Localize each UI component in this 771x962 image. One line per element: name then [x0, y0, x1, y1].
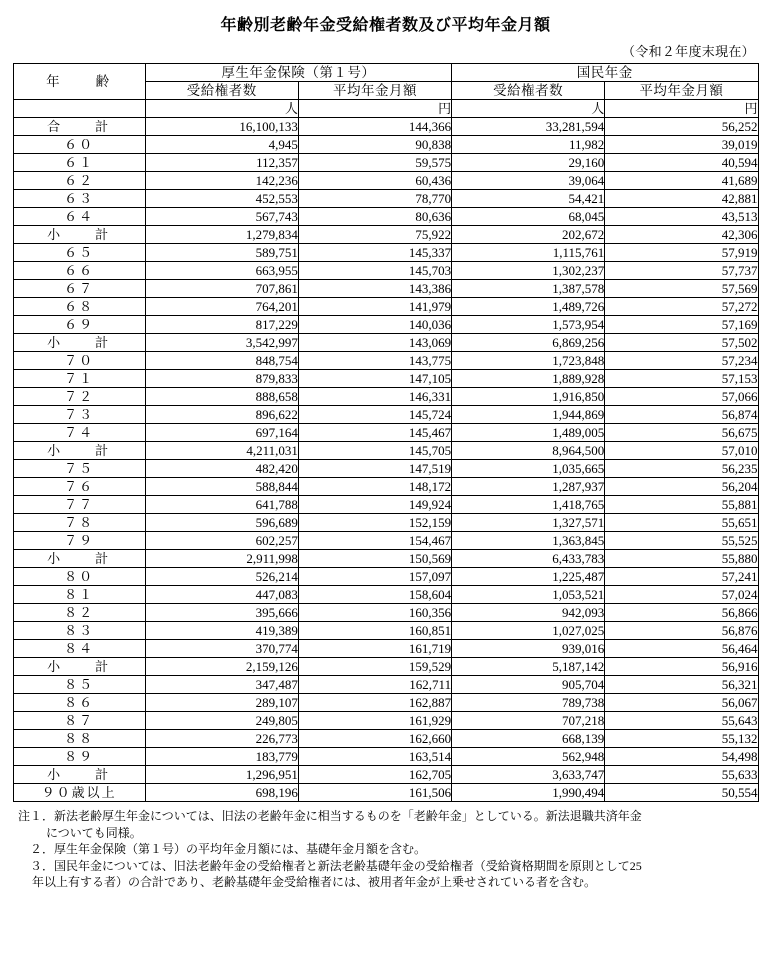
cell-kokumin-avg-monthly: 57,066 [605, 388, 758, 406]
cell-kosei-avg-monthly: 141,979 [298, 298, 451, 316]
cell-kosei-avg-monthly: 143,775 [298, 352, 451, 370]
row-age-label: 小 計 [13, 766, 145, 784]
cell-kokumin-avg-monthly: 55,525 [605, 532, 758, 550]
table-row [13, 730, 758, 748]
cell-kokumin-avg-monthly: 57,024 [605, 586, 758, 604]
cell-kokumin-avg-monthly: 57,569 [605, 280, 758, 298]
cell-kosei-recipients: 395,666 [145, 604, 298, 622]
unit-kosei-recipients: 人 [145, 100, 298, 118]
table-row [13, 352, 758, 370]
unit-kosei-avg: 円 [298, 100, 451, 118]
table-row [13, 280, 758, 298]
cell-kokumin-avg-monthly: 55,633 [605, 766, 758, 784]
table-row [13, 154, 758, 172]
cell-kosei-recipients: 347,487 [145, 676, 298, 694]
note-continuation: 年以上有する者）の合計であり、老齢基礎年金受給権者には、被用者年金が上乗せされている者を含む。 [32, 875, 597, 890]
cell-kokumin-recipients: 1,944,869 [452, 406, 605, 424]
table-body [13, 118, 758, 802]
cell-kosei-avg-monthly: 90,838 [298, 136, 451, 154]
note-text: 国民年金については、旧法老齢年金の受給権者と新法老齢基礎年金の受給権者（受給資格期間を原則として25 [54, 858, 642, 873]
cell-kosei-recipients: 663,955 [145, 262, 298, 280]
table-row [13, 262, 758, 280]
header-group-kokumin: 国民年金 [452, 64, 758, 82]
cell-kosei-recipients: 226,773 [145, 730, 298, 748]
row-age-label: ７０ [13, 352, 145, 370]
cell-kosei-avg-monthly: 161,719 [298, 640, 451, 658]
cell-kokumin-recipients: 1,053,521 [452, 586, 605, 604]
cell-kokumin-recipients: 6,869,256 [452, 334, 605, 352]
cell-kosei-avg-monthly: 147,519 [298, 460, 451, 478]
row-age-label: ８４ [13, 640, 145, 658]
row-age-label: ６２ [13, 172, 145, 190]
row-age-label: ７５ [13, 460, 145, 478]
row-age-label: ７３ [13, 406, 145, 424]
cell-kokumin-avg-monthly: 42,306 [605, 226, 758, 244]
cell-kokumin-avg-monthly: 41,689 [605, 172, 758, 190]
cell-kosei-avg-monthly: 157,097 [298, 568, 451, 586]
cell-kokumin-recipients: 1,035,665 [452, 460, 605, 478]
cell-kosei-avg-monthly: 143,386 [298, 280, 451, 298]
cell-kosei-avg-monthly: 160,356 [298, 604, 451, 622]
note-text: 新法老齢厚生年金については、旧法の老齢年金に相当するものを「老齢年金」としている。新法退職共済年金 [54, 809, 642, 823]
cell-kokumin-recipients: 8,964,500 [452, 442, 605, 460]
cell-kokumin-recipients: 1,916,850 [452, 388, 605, 406]
row-age-label: ６１ [13, 154, 145, 172]
table-row [13, 748, 758, 766]
cell-kokumin-recipients: 562,948 [452, 748, 605, 766]
table-notes [18, 808, 755, 891]
cell-kokumin-recipients: 1,363,845 [452, 532, 605, 550]
cell-kosei-avg-monthly: 145,724 [298, 406, 451, 424]
row-age-label: ８３ [13, 622, 145, 640]
cell-kosei-recipients: 698,196 [145, 784, 298, 802]
cell-kosei-avg-monthly: 154,467 [298, 532, 451, 550]
cell-kokumin-avg-monthly: 50,554 [605, 784, 758, 802]
note-text: 厚生年金保険（第１号）の平均年金月額には、基礎年金月額を含む。 [54, 842, 427, 857]
cell-kosei-avg-monthly: 158,604 [298, 586, 451, 604]
row-age-label: ８６ [13, 694, 145, 712]
cell-kokumin-avg-monthly: 55,651 [605, 514, 758, 532]
table-row [13, 640, 758, 658]
table-row [13, 658, 758, 676]
cell-kosei-recipients: 589,751 [145, 244, 298, 262]
cell-kokumin-recipients: 1,225,487 [452, 568, 605, 586]
cell-kokumin-recipients: 1,115,761 [452, 244, 605, 262]
table-row [13, 118, 758, 136]
row-age-label: ８０ [13, 568, 145, 586]
table-row [13, 766, 758, 784]
cell-kosei-recipients: 2,159,126 [145, 658, 298, 676]
row-age-label: ６３ [13, 190, 145, 208]
cell-kokumin-avg-monthly: 56,204 [605, 478, 758, 496]
cell-kosei-avg-monthly: 160,851 [298, 622, 451, 640]
row-age-label: ７６ [13, 478, 145, 496]
cell-kosei-recipients: 526,214 [145, 568, 298, 586]
cell-kosei-recipients: 482,420 [145, 460, 298, 478]
cell-kosei-recipients: 142,236 [145, 172, 298, 190]
cell-kokumin-recipients: 789,738 [452, 694, 605, 712]
cell-kosei-recipients: 641,788 [145, 496, 298, 514]
row-age-label: ７１ [13, 370, 145, 388]
cell-kosei-recipients: 764,201 [145, 298, 298, 316]
cell-kokumin-avg-monthly: 57,153 [605, 370, 758, 388]
cell-kokumin-recipients: 202,672 [452, 226, 605, 244]
cell-kosei-avg-monthly: 78,770 [298, 190, 451, 208]
cell-kosei-recipients: 848,754 [145, 352, 298, 370]
table-row [13, 334, 758, 352]
cell-kosei-avg-monthly: 152,159 [298, 514, 451, 532]
cell-kokumin-avg-monthly: 57,241 [605, 568, 758, 586]
table-row [13, 712, 758, 730]
row-age-label: ６６ [13, 262, 145, 280]
cell-kokumin-recipients: 1,489,005 [452, 424, 605, 442]
note-item [18, 858, 755, 891]
cell-kokumin-avg-monthly: 56,675 [605, 424, 758, 442]
cell-kokumin-avg-monthly: 55,643 [605, 712, 758, 730]
cell-kokumin-recipients: 905,704 [452, 676, 605, 694]
cell-kosei-avg-monthly: 145,703 [298, 262, 451, 280]
cell-kokumin-recipients: 5,187,142 [452, 658, 605, 676]
cell-kokumin-avg-monthly: 56,321 [605, 676, 758, 694]
cell-kokumin-recipients: 39,064 [452, 172, 605, 190]
cell-kosei-avg-monthly: 163,514 [298, 748, 451, 766]
table-row [13, 244, 758, 262]
cell-kokumin-recipients: 68,045 [452, 208, 605, 226]
cell-kokumin-avg-monthly: 55,881 [605, 496, 758, 514]
cell-kosei-recipients: 817,229 [145, 316, 298, 334]
row-age-label: ６４ [13, 208, 145, 226]
cell-kokumin-recipients: 1,489,726 [452, 298, 605, 316]
cell-kosei-recipients: 4,945 [145, 136, 298, 154]
cell-kosei-avg-monthly: 146,331 [298, 388, 451, 406]
table-row [13, 532, 758, 550]
cell-kokumin-recipients: 1,287,937 [452, 478, 605, 496]
cell-kosei-recipients: 707,861 [145, 280, 298, 298]
table-row [13, 784, 758, 802]
cell-kosei-recipients: 567,743 [145, 208, 298, 226]
row-age-label: ６０ [13, 136, 145, 154]
cell-kokumin-recipients: 1,889,928 [452, 370, 605, 388]
cell-kokumin-avg-monthly: 57,169 [605, 316, 758, 334]
cell-kosei-recipients: 447,083 [145, 586, 298, 604]
table-header-row-1 [13, 64, 758, 82]
table-row [13, 622, 758, 640]
header-kokumin-avg-monthly: 平均年金月額 [605, 82, 758, 100]
row-age-label: ７４ [13, 424, 145, 442]
row-age-label: ７９ [13, 532, 145, 550]
cell-kosei-recipients: 2,911,998 [145, 550, 298, 568]
cell-kosei-avg-monthly: 59,575 [298, 154, 451, 172]
row-age-label: 小 計 [13, 550, 145, 568]
row-age-label: ６７ [13, 280, 145, 298]
cell-kosei-avg-monthly: 162,887 [298, 694, 451, 712]
table-header [13, 64, 758, 118]
cell-kosei-recipients: 452,553 [145, 190, 298, 208]
cell-kosei-avg-monthly: 60,436 [298, 172, 451, 190]
table-row [13, 190, 758, 208]
cell-kokumin-avg-monthly: 57,234 [605, 352, 758, 370]
cell-kosei-avg-monthly: 75,922 [298, 226, 451, 244]
table-row [13, 514, 758, 532]
cell-kosei-avg-monthly: 159,529 [298, 658, 451, 676]
cell-kosei-avg-monthly: 80,636 [298, 208, 451, 226]
cell-kokumin-avg-monthly: 39,019 [605, 136, 758, 154]
cell-kosei-recipients: 879,833 [145, 370, 298, 388]
unit-blank [13, 100, 145, 118]
table-row [13, 172, 758, 190]
table-row [13, 676, 758, 694]
pension-table [13, 63, 759, 802]
cell-kosei-recipients: 697,164 [145, 424, 298, 442]
cell-kokumin-avg-monthly: 56,874 [605, 406, 758, 424]
row-age-label: ６９ [13, 316, 145, 334]
cell-kosei-recipients: 602,257 [145, 532, 298, 550]
cell-kokumin-recipients: 942,093 [452, 604, 605, 622]
row-age-label: ８１ [13, 586, 145, 604]
cell-kokumin-avg-monthly: 56,866 [605, 604, 758, 622]
cell-kosei-recipients: 289,107 [145, 694, 298, 712]
row-age-label: ６５ [13, 244, 145, 262]
cell-kokumin-recipients: 1,302,237 [452, 262, 605, 280]
cell-kokumin-avg-monthly: 56,916 [605, 658, 758, 676]
table-units-row [13, 100, 758, 118]
table-row [13, 136, 758, 154]
cell-kosei-avg-monthly: 143,069 [298, 334, 451, 352]
cell-kosei-avg-monthly: 150,569 [298, 550, 451, 568]
cell-kosei-avg-monthly: 148,172 [298, 478, 451, 496]
table-row [13, 298, 758, 316]
cell-kokumin-recipients: 1,573,954 [452, 316, 605, 334]
as-of-date: （令和２年度末現在） [621, 44, 755, 59]
cell-kokumin-avg-monthly: 56,252 [605, 118, 758, 136]
row-age-label: ９０歳以上 [13, 784, 145, 802]
header-age: 年 齢 [13, 64, 145, 100]
cell-kokumin-recipients: 29,160 [452, 154, 605, 172]
row-age-label: ８８ [13, 730, 145, 748]
cell-kosei-recipients: 370,774 [145, 640, 298, 658]
cell-kokumin-recipients: 1,990,494 [452, 784, 605, 802]
cell-kosei-avg-monthly: 149,924 [298, 496, 451, 514]
cell-kokumin-recipients: 3,633,747 [452, 766, 605, 784]
cell-kokumin-avg-monthly: 55,880 [605, 550, 758, 568]
row-age-label: 小 計 [13, 226, 145, 244]
table-row [13, 208, 758, 226]
cell-kokumin-avg-monthly: 56,876 [605, 622, 758, 640]
row-age-label: ７２ [13, 388, 145, 406]
header-kosei-avg-monthly: 平均年金月額 [298, 82, 451, 100]
cell-kokumin-recipients: 1,327,571 [452, 514, 605, 532]
table-row [13, 226, 758, 244]
row-age-label: ６８ [13, 298, 145, 316]
cell-kokumin-avg-monthly: 42,881 [605, 190, 758, 208]
cell-kokumin-recipients: 54,421 [452, 190, 605, 208]
row-age-label: ８２ [13, 604, 145, 622]
cell-kokumin-avg-monthly: 57,502 [605, 334, 758, 352]
cell-kosei-recipients: 896,622 [145, 406, 298, 424]
cell-kosei-avg-monthly: 145,467 [298, 424, 451, 442]
cell-kosei-avg-monthly: 147,105 [298, 370, 451, 388]
row-age-label: 小 計 [13, 442, 145, 460]
cell-kokumin-recipients: 1,387,578 [452, 280, 605, 298]
cell-kokumin-avg-monthly: 56,464 [605, 640, 758, 658]
cell-kokumin-avg-monthly: 55,132 [605, 730, 758, 748]
cell-kosei-recipients: 16,100,133 [145, 118, 298, 136]
cell-kokumin-avg-monthly: 40,594 [605, 154, 758, 172]
cell-kosei-avg-monthly: 161,929 [298, 712, 451, 730]
cell-kokumin-avg-monthly: 54,498 [605, 748, 758, 766]
note-continuation: についても同様。 [46, 825, 142, 840]
cell-kosei-avg-monthly: 162,711 [298, 676, 451, 694]
table-row [13, 568, 758, 586]
note-item [18, 808, 755, 841]
cell-kokumin-avg-monthly: 43,513 [605, 208, 758, 226]
row-age-label: 合 計 [13, 118, 145, 136]
note-label: 注１． [18, 809, 55, 823]
cell-kokumin-recipients: 1,027,025 [452, 622, 605, 640]
table-row [13, 586, 758, 604]
header-kokumin-recipients: 受給権者数 [452, 82, 605, 100]
cell-kokumin-recipients: 668,139 [452, 730, 605, 748]
row-age-label: 小 計 [13, 658, 145, 676]
cell-kokumin-recipients: 11,982 [452, 136, 605, 154]
row-age-label: ８５ [13, 676, 145, 694]
cell-kokumin-avg-monthly: 56,067 [605, 694, 758, 712]
header-group-kosei: 厚生年金保険（第１号） [145, 64, 451, 82]
cell-kosei-recipients: 419,389 [145, 622, 298, 640]
cell-kosei-recipients: 588,844 [145, 478, 298, 496]
note-label: ３． [18, 858, 55, 873]
header-kosei-recipients: 受給権者数 [145, 82, 298, 100]
cell-kosei-recipients: 1,279,834 [145, 226, 298, 244]
cell-kosei-recipients: 888,658 [145, 388, 298, 406]
table-row [13, 424, 758, 442]
cell-kosei-avg-monthly: 161,506 [298, 784, 451, 802]
table-row [13, 550, 758, 568]
cell-kokumin-recipients: 1,418,765 [452, 496, 605, 514]
cell-kokumin-avg-monthly: 57,919 [605, 244, 758, 262]
table-row [13, 406, 758, 424]
cell-kokumin-recipients: 1,723,848 [452, 352, 605, 370]
cell-kosei-recipients: 112,357 [145, 154, 298, 172]
cell-kosei-avg-monthly: 145,705 [298, 442, 451, 460]
table-row [13, 694, 758, 712]
cell-kosei-recipients: 1,296,951 [145, 766, 298, 784]
table-row [13, 496, 758, 514]
unit-kokumin-recipients: 人 [452, 100, 605, 118]
cell-kosei-avg-monthly: 140,036 [298, 316, 451, 334]
cell-kokumin-recipients: 939,016 [452, 640, 605, 658]
cell-kosei-avg-monthly: 145,337 [298, 244, 451, 262]
cell-kosei-recipients: 596,689 [145, 514, 298, 532]
row-age-label: ８７ [13, 712, 145, 730]
cell-kosei-recipients: 249,805 [145, 712, 298, 730]
table-row [13, 604, 758, 622]
cell-kosei-recipients: 4,211,031 [145, 442, 298, 460]
cell-kosei-recipients: 183,779 [145, 748, 298, 766]
row-age-label: ７７ [13, 496, 145, 514]
table-row [13, 478, 758, 496]
cell-kokumin-avg-monthly: 57,010 [605, 442, 758, 460]
row-age-label: ８９ [13, 748, 145, 766]
table-row [13, 442, 758, 460]
cell-kokumin-avg-monthly: 56,235 [605, 460, 758, 478]
row-age-label: 小 計 [13, 334, 145, 352]
cell-kokumin-avg-monthly: 57,272 [605, 298, 758, 316]
cell-kosei-avg-monthly: 162,660 [298, 730, 451, 748]
cell-kokumin-avg-monthly: 57,737 [605, 262, 758, 280]
table-row [13, 316, 758, 334]
cell-kosei-avg-monthly: 144,366 [298, 118, 451, 136]
cell-kosei-avg-monthly: 162,705 [298, 766, 451, 784]
table-row [13, 370, 758, 388]
table-row [13, 460, 758, 478]
cell-kokumin-recipients: 707,218 [452, 712, 605, 730]
unit-kokumin-avg: 円 [605, 100, 758, 118]
note-label: ２． [18, 842, 55, 857]
row-age-label: ７８ [13, 514, 145, 532]
cell-kokumin-recipients: 33,281,594 [452, 118, 605, 136]
table-row [13, 388, 758, 406]
page-title: 年齢別老齢年金受給権者数及び平均年金月額 [220, 17, 551, 34]
cell-kokumin-recipients: 6,433,783 [452, 550, 605, 568]
note-item [18, 841, 755, 858]
cell-kosei-recipients: 3,542,997 [145, 334, 298, 352]
